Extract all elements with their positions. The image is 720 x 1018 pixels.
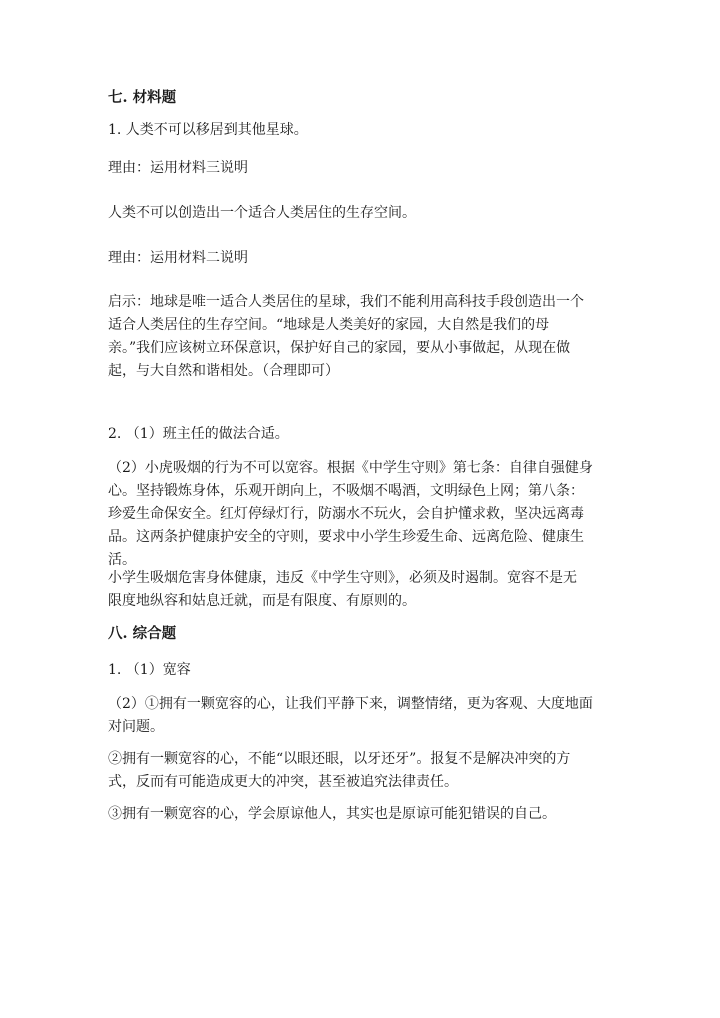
q2-conclusion-line: 小学生吸烟危害身体健康，违反《中学生守则》，必须及时遏制。宽容不是无 <box>108 570 577 586</box>
insight-line: 亲。”我们应该树立环保意识，保护好自己的家园，要从小事做起，从现在做 <box>108 340 571 356</box>
s8-point-2-paragraph <box>108 748 620 794</box>
q1-answer-1: 1. 人类不可以移居到其他星球。 <box>108 122 308 138</box>
q2-part-1: 2. （1）班主任的做法合适。 <box>108 426 289 442</box>
s8-q1-part-2-line: （2）①拥有一颗宽容的心，让我们平静下来，调整情绪，更为客观、大度地面 <box>108 696 593 712</box>
insight-line: 适合人类居住的生存空间。“地球是人类美好的家园，大自然是我们的母 <box>108 317 550 333</box>
s8-q1-part-2-paragraph <box>108 693 620 739</box>
insight-paragraph <box>108 291 620 383</box>
q2-part-2-line: 珍爱生命保安全。红灯停绿灯行，防溺水不玩火，会自护懂求救，坚决远离毒 <box>108 506 584 522</box>
q2-part-2-paragraph <box>108 457 620 572</box>
q2-part-2-line: 心。坚持锻炼身体，乐观开朗向上，不吸烟不喝酒，文明绿色上网；第八条： <box>108 483 584 499</box>
q2-part-2-line: 活。 <box>108 552 136 568</box>
q2-part-2-line: （2）小虎吸烟的行为不可以宽容。根据《中学生守则》第七条：自律自强健身 <box>108 460 593 476</box>
q2-conclusion-line: 限度地纵容和姑息迁就，而是有限度、有原则的。 <box>108 593 416 609</box>
q2-part-2-line: 品。这两条护健康护安全的守则，要求中小学生珍爱生命、远离危险、健康生 <box>108 529 584 545</box>
q1-answer-2: 人类不可以创造出一个适合人类居住的生存空间。 <box>108 205 416 221</box>
s8-point-3: ③拥有一颗宽容的心，学会原谅他人，其实也是原谅可能犯错误的自己。 <box>108 806 556 822</box>
s8-point-2-line: ②拥有一颗宽容的心，不能“以眼还眼，以牙还牙”。报复不是解决冲突的方 <box>108 751 571 767</box>
section-heading-materials: 七. 材料题 <box>108 89 177 106</box>
s8-q1-part-2-line: 对问题。 <box>108 719 164 735</box>
section-heading-comprehensive: 八. 综合题 <box>108 625 177 642</box>
q2-conclusion-paragraph <box>108 567 620 613</box>
reason-2: 理由：运用材料二说明 <box>108 250 248 266</box>
insight-line: 启示：地球是唯一适合人类居住的星球，我们不能利用高科技手段创造出一个 <box>108 294 584 310</box>
s8-q1-part-1: 1. （1）宽容 <box>108 662 191 678</box>
insight-line: 起，与大自然和谐相处。（合理即可） <box>108 363 339 379</box>
reason-1: 理由：运用材料三说明 <box>108 160 248 176</box>
s8-point-2-line: 式，反而有可能造成更大的冲突，甚至被追究法律责任。 <box>108 774 458 790</box>
